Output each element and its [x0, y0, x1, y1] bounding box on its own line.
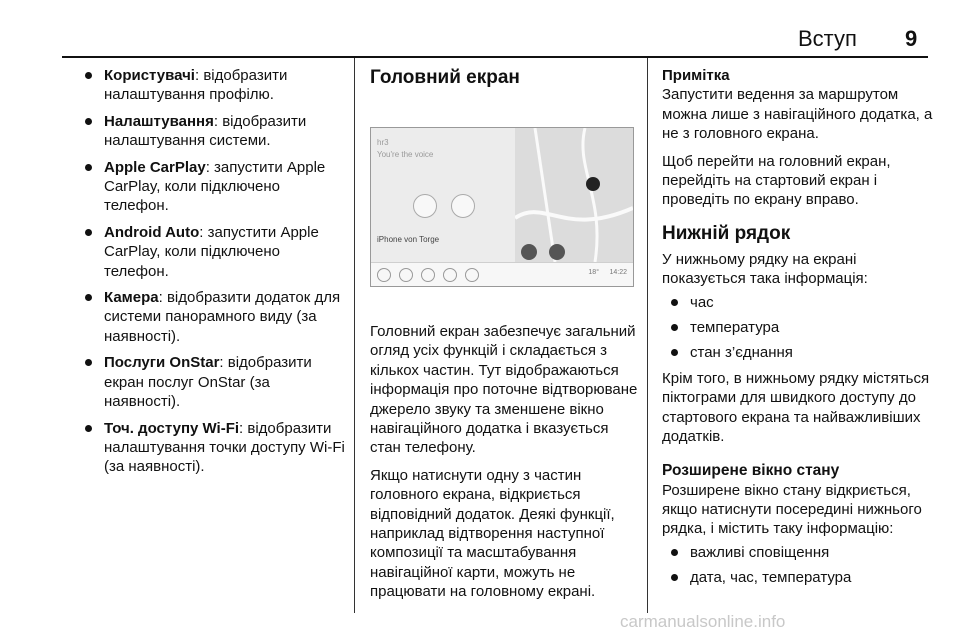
list-item: Послуги OnStar: відобразити екран послуг OnStar (за наявності).	[78, 353, 346, 411]
clock-readout: 14:22	[609, 269, 627, 276]
media-panel	[371, 128, 515, 262]
list-item: Користувачі: відобразити налаштування профілю.	[78, 66, 346, 105]
navigation-icon	[443, 268, 457, 282]
list-item: Точ. доступу Wi-Fi: відобразити налаштування точки доступу Wi-Fi (за наявності).	[78, 419, 346, 477]
paragraph: Крім того, в нижньому рядку містяться піктограми для швидкого доступу до стартового екрана та найважливіших додатків.	[662, 369, 930, 446]
previous-icon	[413, 194, 437, 218]
paragraph: Розширене вікно стану відкриється, якщо натиснути посередині нижнього рядка, і містить таку інформацію:	[662, 481, 922, 538]
home-screen-figure	[370, 127, 634, 287]
column-2-body	[370, 322, 638, 610]
list-item: температура	[662, 318, 936, 337]
paragraph: У нижньому рядку на екрані показується така інформація:	[662, 250, 868, 288]
column-3	[662, 66, 936, 594]
watermark: carmanualsonline.info	[620, 612, 786, 631]
paragraph: Якщо натиснути одну з частин головного екрана, відкриється відповідний додаток. Деякі функції, наприклад відтворення наступної композиції та масштабування навігаційної карти, можуть не працювати на головному екрані.	[370, 466, 615, 601]
phone-label: iPhone von Torge	[377, 235, 440, 244]
column-2	[370, 66, 638, 90]
track-label: You're the voice	[377, 150, 434, 159]
list-item: Налаштування: відобразити налаштування системи.	[78, 112, 346, 151]
page-number: 9	[905, 26, 918, 51]
temperature-readout: 18°	[588, 269, 599, 276]
map-panel	[515, 128, 633, 262]
bottom-bar	[371, 262, 633, 287]
column-divider-1	[354, 58, 355, 613]
header-rule	[62, 56, 928, 58]
paragraph: Головний екран забезпечує загальний огляд усіх функцій і складається з кількох частин. Тут відображаються інформація про поточне відтворюване джерело звуку та зменшене вікно навігаційного додатка і вказується стан телефону.	[370, 323, 638, 457]
paragraph: Щоб перейти на головний екран, перейдіть на стартовий екран і проведіть по екрану вправо.	[662, 152, 891, 209]
map-icon	[515, 128, 633, 262]
section-heading-bottom-bar: Нижній рядок	[662, 222, 791, 244]
note-text: Запустити ведення за маршрутом можна лише з навігаційного додатка, а не з головного екрана.	[662, 86, 933, 143]
page-title: Вступ	[798, 26, 857, 51]
phone-icon	[421, 268, 435, 282]
note-block	[662, 66, 936, 144]
subheading-extended-status: Розширене вікно стану	[662, 461, 840, 479]
list-item: дата, час, температура	[662, 568, 936, 587]
section-heading-home-screen: Головний екран	[370, 67, 520, 88]
apps-icon	[465, 268, 479, 282]
list-item: Камера: відобразити додаток для системи панорамного виду (за наявності).	[78, 288, 346, 346]
column-divider-2	[647, 58, 648, 613]
list-item: важливі сповіщення	[662, 543, 936, 562]
next-icon	[451, 194, 475, 218]
note-title: Примітка	[662, 67, 730, 84]
list-item: Apple CarPlay: запустити Apple CarPlay, коли підключено телефон.	[78, 158, 346, 216]
menu-items-list	[78, 66, 346, 477]
column-1	[78, 66, 346, 484]
page-header	[0, 26, 960, 56]
music-icon	[399, 268, 413, 282]
list-item: Android Auto: запустити Apple CarPlay, коли підключено телефон.	[78, 223, 346, 281]
home-icon	[377, 268, 391, 282]
list-item: стан з’єднання	[662, 343, 936, 362]
list-item: час	[662, 293, 936, 312]
extended-status-list	[662, 543, 936, 588]
bottom-bar-info-list	[662, 293, 936, 363]
station-label: hr3	[377, 138, 389, 147]
